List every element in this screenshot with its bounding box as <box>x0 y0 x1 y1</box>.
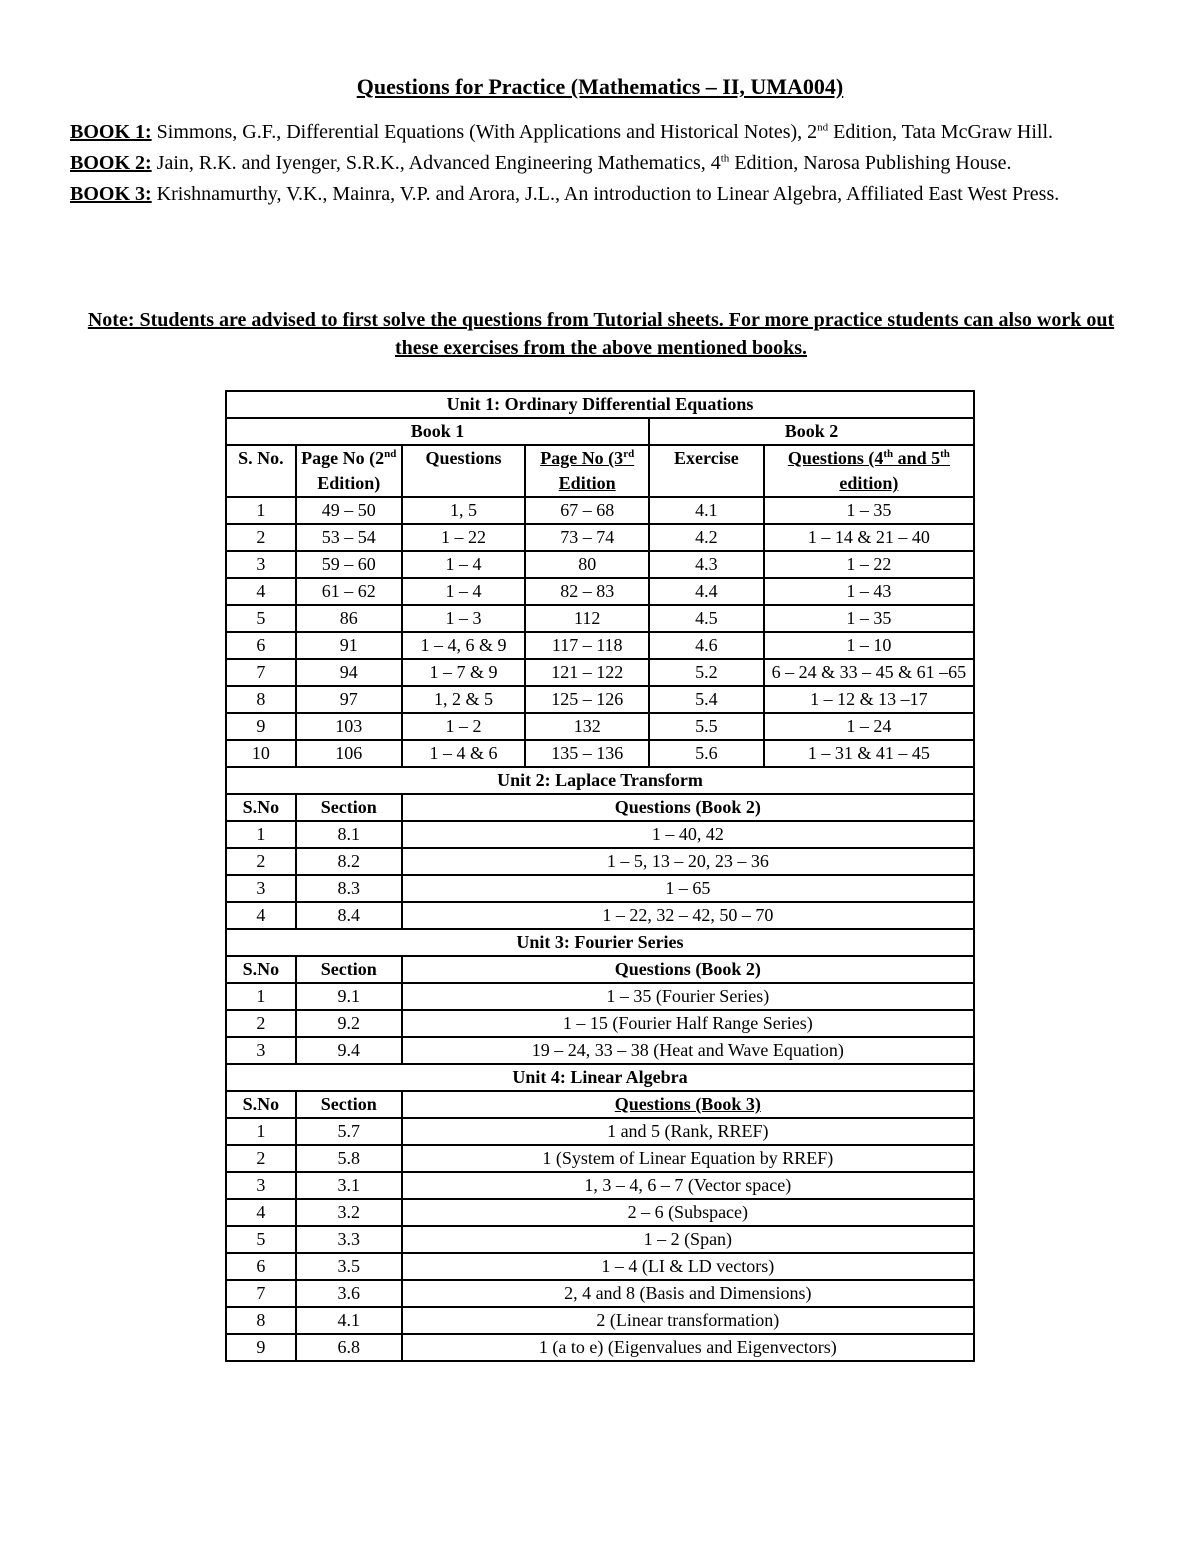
table-cell: 3 <box>226 1172 296 1199</box>
table-cell: 3 <box>226 875 296 902</box>
table-cell: 6 – 24 & 33 – 45 & 61 –65 <box>764 659 974 686</box>
table-cell: 1 – 2 (Span) <box>402 1226 974 1253</box>
sno-header: S.No <box>226 1091 296 1118</box>
table-cell: 103 <box>296 713 402 740</box>
table-cell: 1 (System of Linear Equation by RREF) <box>402 1145 974 1172</box>
unit-3-title-row <box>226 929 974 956</box>
table-cell: 59 – 60 <box>296 551 402 578</box>
questions-header: Questions (Book 2) <box>402 956 974 983</box>
unit-4-title: Unit 4: Linear Algebra <box>226 1064 974 1091</box>
table-cell: 94 <box>296 659 402 686</box>
table-row <box>226 983 974 1010</box>
table-cell: 3.6 <box>296 1280 402 1307</box>
book-1-entry: BOOK 1: Simmons, G.F., Differential Equations (With Applications and Historical Notes), 2nd Edition, Tata McGraw Hill. <box>70 121 1053 143</box>
table-row <box>226 632 974 659</box>
unit-4-title-row <box>226 1064 974 1091</box>
table-cell: 3.1 <box>296 1172 402 1199</box>
unit-1-title-row <box>226 391 974 418</box>
table-cell: 1 – 22 <box>402 524 526 551</box>
table-cell: 1 and 5 (Rank, RREF) <box>402 1118 974 1145</box>
unit-4-header-row <box>226 1091 974 1118</box>
exercise-header: Exercise <box>649 445 764 497</box>
table-cell: 3.2 <box>296 1199 402 1226</box>
table-cell: 112 <box>525 605 649 632</box>
table-row <box>226 1172 974 1199</box>
table-cell: 1, 5 <box>402 497 526 524</box>
table-row <box>226 713 974 740</box>
table-cell: 1 <box>226 983 296 1010</box>
book-1-header: Book 1 <box>226 418 649 445</box>
unit-3-header-row <box>226 956 974 983</box>
table-cell: 1 – 10 <box>764 632 974 659</box>
table-cell: 1 – 65 <box>402 875 974 902</box>
table-cell: 4.2 <box>649 524 764 551</box>
table-cell: 1 – 4 & 6 <box>402 740 526 767</box>
sno-header: S.No <box>226 794 296 821</box>
table-cell: 8.1 <box>296 821 402 848</box>
practice-questions-table <box>225 390 975 1362</box>
table-cell: 1 <box>226 497 296 524</box>
table-cell: 2 (Linear transformation) <box>402 1307 974 1334</box>
table-row <box>226 1037 974 1064</box>
book-2-header: Book 2 <box>649 418 974 445</box>
table-cell: 2 <box>226 524 296 551</box>
table-cell: 5.6 <box>649 740 764 767</box>
table-cell: 7 <box>226 1280 296 1307</box>
book-3-entry: BOOK 3: Krishnamurthy, V.K., Mainra, V.P. and Arora, J.L., An introduction to Linear Algebra, Affiliated East West Press. <box>70 183 1060 205</box>
table-cell: 5.8 <box>296 1145 402 1172</box>
table-row <box>226 1118 974 1145</box>
table-cell: 1 – 7 & 9 <box>402 659 526 686</box>
table-cell: 4.3 <box>649 551 764 578</box>
table-cell: 4.1 <box>649 497 764 524</box>
table-cell: 125 – 126 <box>525 686 649 713</box>
table-cell: 106 <box>296 740 402 767</box>
table-cell: 1 – 12 & 13 –17 <box>764 686 974 713</box>
table-row <box>226 497 974 524</box>
table-cell: 91 <box>296 632 402 659</box>
table-cell: 2, 4 and 8 (Basis and Dimensions) <box>402 1280 974 1307</box>
questions-header: Questions <box>402 445 526 497</box>
unit-1-title: Unit 1: Ordinary Differential Equations <box>226 391 974 418</box>
table-cell: 9 <box>226 1334 296 1361</box>
table-cell: 9.1 <box>296 983 402 1010</box>
table-row <box>226 1226 974 1253</box>
book-list <box>70 117 1132 210</box>
table-cell: 9.2 <box>296 1010 402 1037</box>
table-cell: 2 <box>226 1010 296 1037</box>
table-cell: 5 <box>226 605 296 632</box>
table-cell: 1 (a to e) (Eigenvalues and Eigenvectors) <box>402 1334 974 1361</box>
table-cell: 132 <box>525 713 649 740</box>
table-cell: 3 <box>226 1037 296 1064</box>
table-cell: 1 – 15 (Fourier Half Range Series) <box>402 1010 974 1037</box>
table-cell: 1, 3 – 4, 6 – 7 (Vector space) <box>402 1172 974 1199</box>
table-cell: 8 <box>226 686 296 713</box>
table-cell: 4.6 <box>649 632 764 659</box>
table-cell: 1 – 35 <box>764 605 974 632</box>
table-cell: 1 – 22, 32 – 42, 50 – 70 <box>402 902 974 929</box>
table-cell: 82 – 83 <box>525 578 649 605</box>
table-row <box>226 1253 974 1280</box>
table-cell: 5.7 <box>296 1118 402 1145</box>
table-cell: 3.3 <box>296 1226 402 1253</box>
table-row <box>226 1145 974 1172</box>
book-1-label: BOOK 1: <box>70 121 152 143</box>
table-cell: 1 – 35 (Fourier Series) <box>402 983 974 1010</box>
table-cell: 9.4 <box>296 1037 402 1064</box>
unit-2-title: Unit 2: Laplace Transform <box>226 767 974 794</box>
book-3-label: BOOK 3: <box>70 183 152 205</box>
sno-header: S. No. <box>226 445 296 497</box>
table-cell: 1 – 2 <box>402 713 526 740</box>
section-header: Section <box>296 794 402 821</box>
page-no-2nd-header: Page No (2nd Edition) <box>296 445 402 497</box>
table-cell: 5.4 <box>649 686 764 713</box>
table-row <box>226 740 974 767</box>
questions-header: Questions (Book 3) <box>402 1091 974 1118</box>
book-2-entry: BOOK 2: Jain, R.K. and Iyenger, S.R.K., Advanced Engineering Mathematics, 4th Edition, Narosa Publishing House. <box>70 152 1012 174</box>
table-cell: 1 <box>226 1118 296 1145</box>
table-row <box>226 1199 974 1226</box>
table-cell: 19 – 24, 33 – 38 (Heat and Wave Equation) <box>402 1037 974 1064</box>
questions-header: Questions (Book 2) <box>402 794 974 821</box>
table-row <box>226 578 974 605</box>
table-cell: 1 – 40, 42 <box>402 821 974 848</box>
page-no-3rd-header: Page No (3rd Edition <box>525 445 649 497</box>
table-cell: 1 – 31 & 41 – 45 <box>764 740 974 767</box>
table-cell: 9 <box>226 713 296 740</box>
unit-1-book-row <box>226 418 974 445</box>
table-row <box>226 1010 974 1037</box>
table-cell: 1 – 4, 6 & 9 <box>402 632 526 659</box>
sno-header: S.No <box>226 956 296 983</box>
table-cell: 49 – 50 <box>296 497 402 524</box>
table-cell: 1 – 22 <box>764 551 974 578</box>
unit-2-title-row <box>226 767 974 794</box>
table-cell: 73 – 74 <box>525 524 649 551</box>
table-cell: 6 <box>226 632 296 659</box>
unit-1-header-row <box>226 445 974 497</box>
table-cell: 2 <box>226 1145 296 1172</box>
table-row <box>226 821 974 848</box>
table-cell: 1 – 4 (LI & LD vectors) <box>402 1253 974 1280</box>
table-cell: 8.4 <box>296 902 402 929</box>
table-row <box>226 1307 974 1334</box>
table-cell: 4 <box>226 902 296 929</box>
table-row <box>226 1334 974 1361</box>
table-cell: 8 <box>226 1307 296 1334</box>
table-cell: 3 <box>226 551 296 578</box>
table-row <box>226 605 974 632</box>
table-cell: 5 <box>226 1226 296 1253</box>
practice-note: Note: Students are advised to first solve the questions from Tutorial sheets. For more practice students can also work out these exercises from the above mentioned books. <box>87 309 1115 359</box>
table-cell: 1 – 3 <box>402 605 526 632</box>
table-cell: 4 <box>226 578 296 605</box>
table-row <box>226 848 974 875</box>
table-cell: 1 – 14 & 21 – 40 <box>764 524 974 551</box>
table-cell: 4 <box>226 1199 296 1226</box>
table-cell: 6 <box>226 1253 296 1280</box>
table-cell: 10 <box>226 740 296 767</box>
table-cell: 121 – 122 <box>525 659 649 686</box>
table-cell: 1 – 4 <box>402 551 526 578</box>
table-cell: 1 – 4 <box>402 578 526 605</box>
section-header: Section <box>296 956 402 983</box>
table-row <box>226 875 974 902</box>
table-cell: 2 – 6 (Subspace) <box>402 1199 974 1226</box>
table-cell: 61 – 62 <box>296 578 402 605</box>
table-row <box>226 902 974 929</box>
table-row <box>226 659 974 686</box>
table-cell: 1 – 24 <box>764 713 974 740</box>
table-cell: 1 <box>226 821 296 848</box>
table-cell: 80 <box>525 551 649 578</box>
table-cell: 6.8 <box>296 1334 402 1361</box>
table-row <box>226 686 974 713</box>
table-cell: 86 <box>296 605 402 632</box>
table-cell: 5.2 <box>649 659 764 686</box>
table-cell: 5.5 <box>649 713 764 740</box>
table-cell: 8.3 <box>296 875 402 902</box>
unit-2-header-row <box>226 794 974 821</box>
questions-4th-5th-header: Questions (4th and 5th edition) <box>764 445 974 497</box>
table-cell: 4.4 <box>649 578 764 605</box>
table-cell: 2 <box>226 848 296 875</box>
table-cell: 4.5 <box>649 605 764 632</box>
table-row <box>226 551 974 578</box>
table-cell: 7 <box>226 659 296 686</box>
page-title: Questions for Practice (Mathematics – II, UMA004) <box>356 74 844 99</box>
table-cell: 53 – 54 <box>296 524 402 551</box>
unit-3-title: Unit 3: Fourier Series <box>226 929 974 956</box>
table-cell: 117 – 118 <box>525 632 649 659</box>
table-cell: 1 – 43 <box>764 578 974 605</box>
table-cell: 3.5 <box>296 1253 402 1280</box>
book-2-label: BOOK 2: <box>70 152 152 174</box>
table-row <box>226 1280 974 1307</box>
table-row <box>226 524 974 551</box>
table-cell: 1 – 5, 13 – 20, 23 – 36 <box>402 848 974 875</box>
table-cell: 135 – 136 <box>525 740 649 767</box>
table-cell: 67 – 68 <box>525 497 649 524</box>
table-cell: 1 – 35 <box>764 497 974 524</box>
section-header: Section <box>296 1091 402 1118</box>
table-cell: 8.2 <box>296 848 402 875</box>
table-cell: 1, 2 & 5 <box>402 686 526 713</box>
table-cell: 4.1 <box>296 1307 402 1334</box>
table-cell: 97 <box>296 686 402 713</box>
